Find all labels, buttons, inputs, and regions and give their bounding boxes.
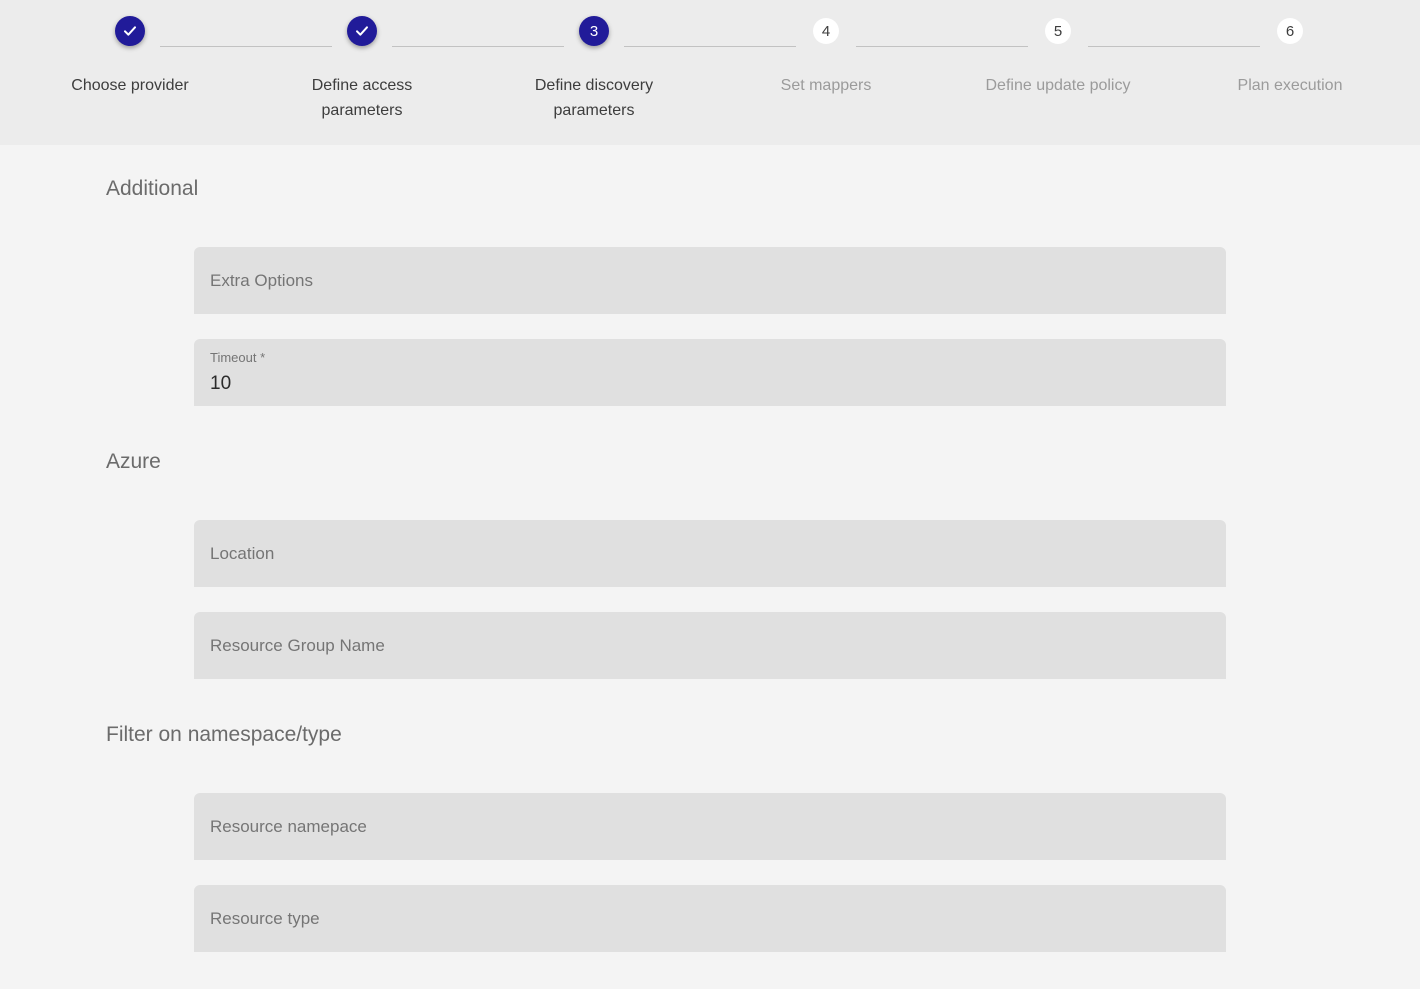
step-3-circle[interactable] <box>579 16 609 46</box>
step-5-circle[interactable] <box>1045 18 1071 44</box>
step-6-circle[interactable] <box>1277 18 1303 44</box>
section-title-additional: Additional <box>106 177 199 200</box>
location-input[interactable] <box>194 520 1226 587</box>
resource-type-input[interactable] <box>194 885 1226 952</box>
step-6-label: Plan execution <box>1237 77 1343 94</box>
step-set-mappers[interactable] <box>710 16 942 145</box>
step-define-access-parameters[interactable] <box>246 16 478 145</box>
check-icon <box>354 23 370 39</box>
step-1-circle[interactable] <box>115 16 145 46</box>
extra-options-input[interactable] <box>194 247 1226 314</box>
location-field <box>194 520 1226 587</box>
check-icon <box>122 23 138 39</box>
extra-options-field <box>194 247 1226 314</box>
resource-group-name-field <box>194 612 1226 679</box>
wizard-stepper <box>0 0 1420 145</box>
step-define-update-policy[interactable] <box>942 16 1174 145</box>
section-title-azure: Azure <box>106 450 161 473</box>
step-1-label: Choose provider <box>71 77 189 94</box>
timeout-field <box>194 339 1226 406</box>
discovery-parameters-form <box>0 145 1420 952</box>
step-2-circle[interactable] <box>347 16 377 46</box>
resource-group-name-input[interactable] <box>194 612 1226 679</box>
step-4-number: 4 <box>821 22 831 40</box>
step-5-label: Define update policy <box>985 77 1131 94</box>
step-6-number: 6 <box>1285 22 1295 40</box>
section-filter-namespace-type <box>0 721 1420 952</box>
section-azure <box>0 448 1420 679</box>
step-5-number: 5 <box>1053 22 1063 40</box>
section-title-filter-namespace-type: Filter on namespace/type <box>106 723 342 746</box>
step-3-label: Define discovery parameters <box>534 77 654 119</box>
resource-namespace-field <box>194 793 1226 860</box>
resource-type-field <box>194 885 1226 952</box>
step-3-number: 3 <box>589 22 599 40</box>
section-additional <box>0 175 1420 406</box>
step-2-label: Define access parameters <box>311 77 413 119</box>
step-define-discovery-parameters[interactable] <box>478 16 710 145</box>
step-4-circle[interactable] <box>813 18 839 44</box>
timeout-input[interactable] <box>194 369 1226 399</box>
step-choose-provider[interactable] <box>14 16 246 145</box>
step-plan-execution[interactable] <box>1174 16 1406 145</box>
step-4-label: Set mappers <box>780 77 872 94</box>
resource-namespace-input[interactable] <box>194 793 1226 860</box>
timeout-label: Timeout * <box>210 350 266 365</box>
